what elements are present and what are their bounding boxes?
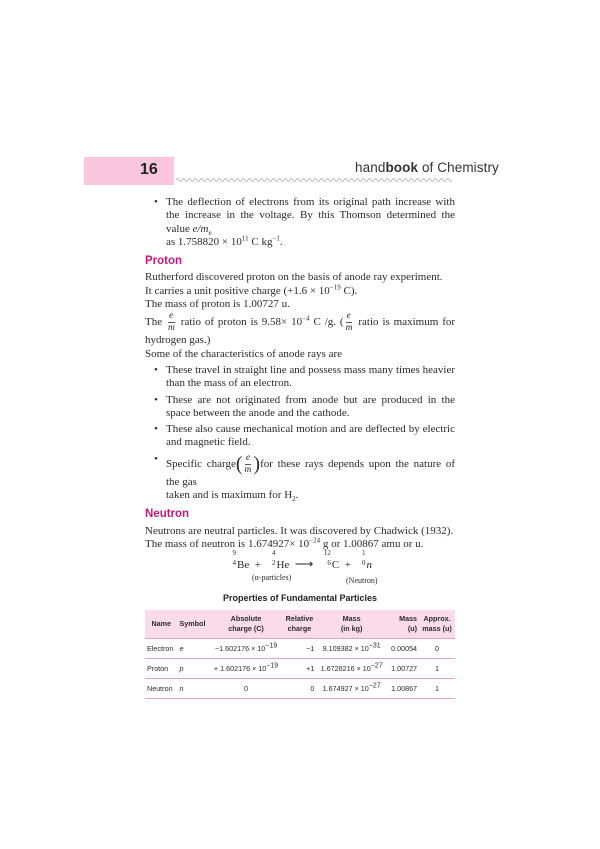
abs-exp: −19 [266, 662, 279, 670]
cell-name: Electron [145, 638, 177, 658]
cell-rel-charge: 0 [283, 679, 317, 699]
plus-1: + [254, 559, 261, 572]
cell-rel-charge: −1 [283, 638, 317, 658]
cell-abs-charge [210, 679, 283, 699]
specific-charge-label: Specific charge [166, 457, 236, 470]
massu-h2: (u) [407, 623, 418, 633]
abs-val: + 1.602176 × 10 [213, 663, 267, 673]
rel-h1: Relative [285, 613, 314, 623]
cell-mass-u: 1.00867 [387, 679, 419, 699]
mass-val: 1.674927 × 10 [322, 684, 369, 694]
em-value: as 1.758820 × 10 [166, 235, 242, 248]
n-nuclide [356, 549, 366, 568]
mass-exp: −27 [370, 662, 383, 670]
frac-num-3: e [245, 452, 251, 463]
abs-val: 0 [244, 684, 249, 694]
e-over-m-fraction [168, 311, 175, 334]
specific-fraction [245, 453, 252, 476]
neutron-note: (Neutron) [346, 576, 378, 586]
col-relative-charge [283, 610, 317, 639]
proton-line-3: The mass of proton is 1.00727 u. [145, 298, 290, 311]
specific-charge-h2: taken and is maximum for H [166, 489, 293, 502]
table-row [145, 679, 455, 699]
frac-num-2: e [346, 311, 351, 322]
mass-h2: (in kg) [340, 623, 363, 633]
intro-text: The deflection of electrons from its original path increase with the increase in the voltage. By this Thomson determined the value [166, 196, 455, 235]
neutron-line-2 [145, 538, 455, 551]
left-paren: ( [235, 452, 243, 475]
be-nuclide [227, 549, 237, 568]
cell-approx: 1 [419, 658, 455, 678]
proton-charge-text: It carries a unit positive charge (+1.6 × 10 [145, 284, 330, 297]
neutron-mass-text: The mass of neutron is 1.674927× 10 [145, 537, 310, 550]
em-sub: e [208, 228, 212, 237]
be-atomic: 4 [232, 559, 236, 568]
he-atomic: 2 [271, 559, 276, 568]
table-row [145, 658, 455, 678]
cell-symbol: n [177, 679, 209, 699]
cell-name: Proton [145, 658, 177, 678]
cell-abs-charge [210, 658, 283, 678]
be-mass: 9 [232, 549, 236, 558]
col-approx-mass [419, 610, 455, 639]
col-name: Name [151, 618, 172, 628]
proton-heading: Proton [145, 255, 183, 268]
book-title-prefix: hand [355, 160, 386, 175]
ratio-text: ratio of proton is 9.58× 10 [180, 316, 303, 329]
reaction-arrow: ⟶ [294, 556, 314, 572]
h2-sub: 2 [292, 495, 296, 504]
col-mass-kg [316, 610, 387, 639]
specific-period: . [295, 489, 299, 502]
proton-line-4 [145, 311, 455, 334]
cell-mass-u: 1.00727 [387, 658, 419, 678]
neutron-mass-exp: −24 [309, 536, 321, 545]
page-number: 16 [140, 161, 158, 178]
book-title-suffix: of Chemistry [418, 160, 499, 175]
cell-mass-kg [316, 638, 387, 658]
cell-approx: 1 [419, 679, 455, 699]
c-atomic: 6 [327, 559, 331, 568]
mass-h1: Mass [342, 613, 361, 623]
page-content [145, 196, 455, 699]
be-symbol: Be [237, 559, 250, 572]
approx-h1: Approx. [423, 613, 451, 623]
particles-table [145, 610, 455, 700]
em-unit-exp: −1 [272, 234, 280, 243]
frac-den-2: m [345, 323, 353, 334]
cell-rel-charge: +1 [283, 658, 317, 678]
proton-line-1: Rutherford discovered proton on the basis of anode ray experiment. [145, 271, 443, 284]
header-wave-divider [176, 176, 454, 184]
table-row [145, 638, 455, 658]
nuclear-equation [145, 549, 455, 588]
table-title: Properties of Fundamental Particles [222, 593, 378, 604]
abs-h1: Absolute [230, 613, 262, 623]
abs-val: −1.602176 × 10 [214, 643, 266, 653]
cell-mass-kg [316, 658, 387, 678]
cell-abs-charge [210, 638, 283, 658]
right-paren: ) [253, 452, 261, 475]
col-mass-u [387, 610, 419, 639]
massu-h1: Mass [399, 613, 418, 623]
col-symbol: Symbol [179, 618, 206, 628]
anode-bullet-4 [145, 453, 455, 503]
neutron-mass-unit: g or 1.00867 amu or u. [320, 537, 424, 550]
rel-h2: charge [287, 623, 312, 633]
ratio-unit: C /g. ( [309, 316, 344, 329]
cell-symbol: e [177, 638, 209, 658]
ratio-max-text: ratio is maximum for [358, 316, 456, 329]
c-nuclide [319, 549, 332, 568]
ratio-the: The [145, 316, 163, 329]
em-ratio: e/m [192, 222, 209, 235]
frac-den-3: m [244, 464, 252, 475]
table-header-row [145, 610, 455, 639]
cell-name: Neutron [145, 679, 177, 699]
mass-exp: −27 [368, 682, 381, 690]
em-exp: 11 [241, 234, 249, 243]
frac-den: m [168, 323, 175, 334]
e-over-m-fraction-2 [346, 311, 353, 334]
specific-charge-text: for these rays depends upon the nature of the gas [166, 457, 455, 488]
anode-bullet-3: • These also cause mechanical motion and are deflected by electric and magnetic field. [145, 423, 455, 450]
proton-line-5: hydrogen gas.) [145, 334, 211, 347]
intro-bullet [145, 196, 455, 249]
ratio-exp: −4 [302, 314, 310, 323]
book-title [355, 160, 499, 175]
neutron-line-1: Neutrons are neutral particles. It was discovered by Chadwick (1932). [145, 524, 454, 537]
proton-line-2 [145, 285, 455, 298]
em-unit: C kg [248, 235, 273, 248]
abs-h2: charge (C) [228, 623, 264, 633]
mass-val: 1.6726216 × 10 [320, 663, 371, 673]
anode-bullet-1: • These travel in straight line and possess mass many times heavier than the mass of an electron. [145, 364, 455, 391]
he-nuclide [266, 549, 276, 568]
cell-mass-kg [316, 679, 387, 699]
plus-2: + [344, 559, 351, 572]
mass-exp: −31 [368, 642, 381, 650]
header-band [84, 157, 174, 185]
alpha-particles-note: (α-particles) [252, 573, 292, 583]
abs-exp: −19 [265, 642, 278, 650]
n-symbol: n [366, 559, 372, 572]
em-period: . [279, 235, 283, 248]
he-mass: 4 [271, 549, 276, 558]
c-symbol: C [331, 559, 340, 572]
equation-row [227, 549, 372, 572]
proton-charge-exp: −19 [329, 283, 341, 292]
frac-num: e [169, 311, 174, 322]
anode-bullet-2: • These are not originated from anode but are produced in the space between the anode and the cathode. [145, 394, 455, 421]
book-title-bold: book [385, 160, 419, 175]
c-mass: 12 [323, 549, 331, 558]
cell-approx: 0 [419, 638, 455, 658]
proton-line-6: Some of the characteristics of anode rays are [145, 347, 342, 360]
he-symbol: He [276, 559, 290, 572]
n-atomic: 0 [361, 559, 366, 568]
cell-mass-u: 0.00054 [387, 638, 419, 658]
neutron-heading: Neutron [145, 508, 190, 521]
cell-symbol: p [177, 658, 209, 678]
mass-val: 9.109382 × 10 [322, 643, 369, 653]
n-mass: 1 [361, 549, 366, 558]
approx-h2: mass (u) [422, 623, 452, 633]
col-absolute-charge [210, 610, 283, 639]
proton-charge-unit: C). [340, 284, 358, 297]
